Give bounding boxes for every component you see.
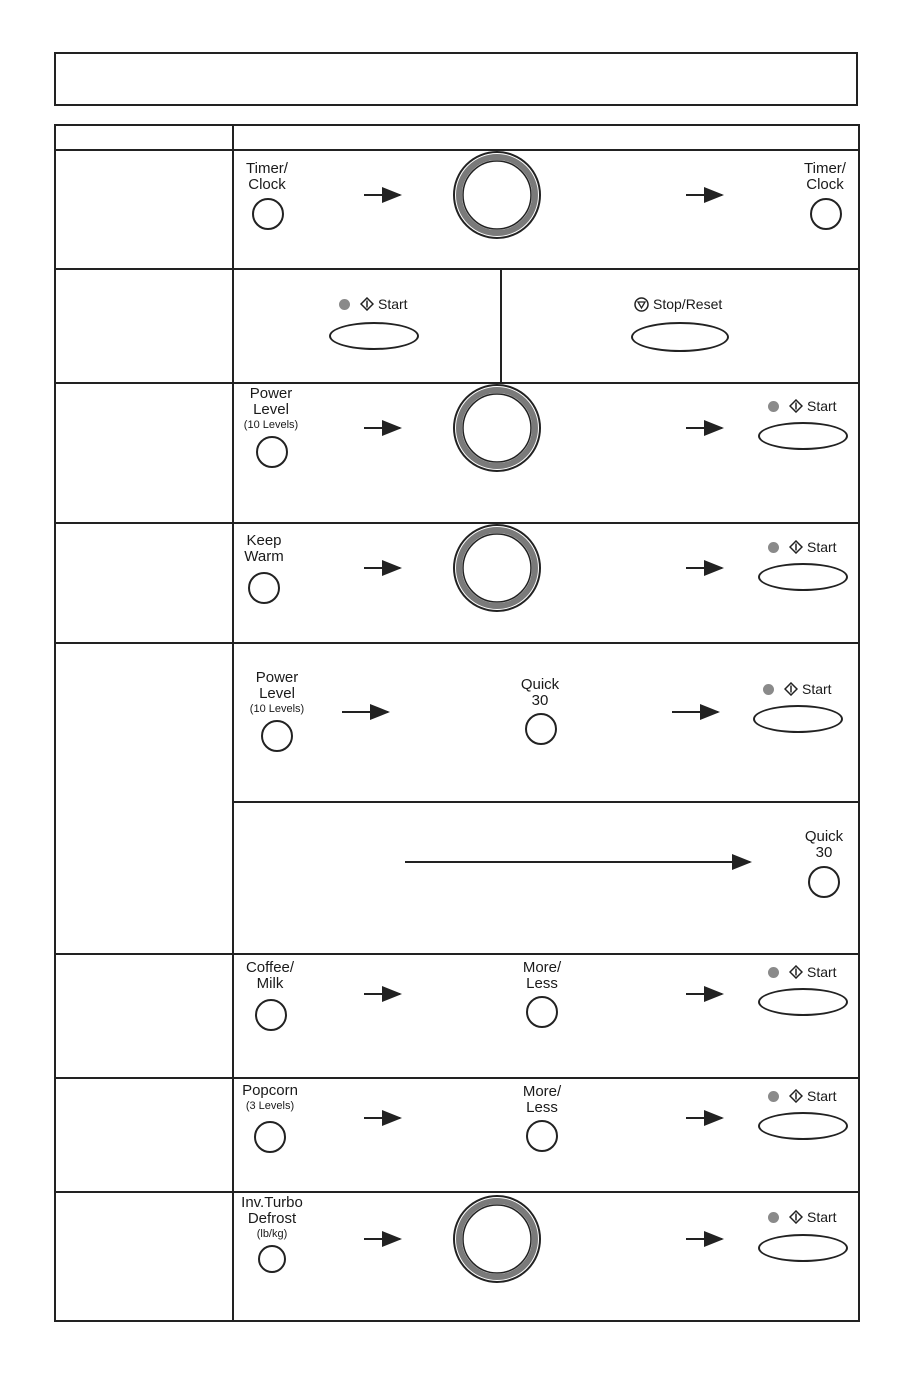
start-button[interactable]: [753, 705, 843, 733]
keep-warm-button[interactable]: [248, 572, 280, 604]
start-icon: [789, 1210, 803, 1224]
more-less-label: More/ Less: [522, 959, 562, 992]
timer-clock-button[interactable]: [252, 198, 284, 230]
keep-warm-label: Keep Warm: [244, 532, 284, 565]
quick-30-button[interactable]: [525, 713, 557, 745]
quick-30-button[interactable]: [808, 866, 840, 898]
power-level-label: Power Level (10 Levels): [243, 385, 299, 431]
power-level-label: Power Level (10 Levels): [249, 669, 305, 715]
indicator-light: [763, 684, 774, 695]
start-button[interactable]: [758, 422, 848, 450]
more-less-button[interactable]: [526, 1120, 558, 1152]
indicator-light: [339, 299, 350, 310]
stop-icon: [634, 297, 649, 312]
popcorn-button[interactable]: [254, 1121, 286, 1153]
quick-30-label: Quick 30: [804, 828, 844, 861]
indicator-light: [768, 1212, 779, 1223]
popcorn-label: Popcorn (3 Levels): [242, 1082, 298, 1112]
start-label: Start: [768, 539, 837, 555]
start-icon: [789, 399, 803, 413]
start-label: Start: [768, 964, 837, 980]
start-label: Start: [768, 1209, 837, 1225]
inv-turbo-defrost-button[interactable]: [258, 1245, 286, 1273]
start-label: Start: [763, 681, 832, 697]
stop-reset-label: Stop/Reset: [634, 296, 722, 312]
dial-knob[interactable]: [454, 152, 540, 238]
start-button[interactable]: [758, 563, 848, 591]
quick-30-label: Quick 30: [520, 676, 560, 709]
stop-reset-button[interactable]: [631, 322, 729, 352]
start-button[interactable]: [758, 1234, 848, 1262]
more-less-label: More/ Less: [522, 1083, 562, 1116]
dial-knob[interactable]: [454, 385, 540, 471]
start-button[interactable]: [758, 988, 848, 1016]
power-level-button[interactable]: [261, 720, 293, 752]
start-label: Start: [768, 1088, 837, 1104]
more-less-button[interactable]: [526, 996, 558, 1028]
indicator-light: [768, 1091, 779, 1102]
power-level-button[interactable]: [256, 436, 288, 468]
start-icon: [360, 297, 374, 311]
indicator-light: [768, 542, 779, 553]
indicator-light: [768, 967, 779, 978]
inv-turbo-defrost-label: Inv.Turbo Defrost (lb/kg): [241, 1194, 303, 1240]
timer-clock-label: Timer/ Clock: [246, 160, 288, 193]
timer-clock-label: Timer/ Clock: [804, 160, 846, 193]
coffee-milk-button[interactable]: [255, 999, 287, 1031]
start-icon: [784, 682, 798, 696]
start-icon: [789, 1089, 803, 1103]
start-icon: [789, 540, 803, 554]
dial-knob[interactable]: [454, 1196, 540, 1282]
timer-clock-button[interactable]: [810, 198, 842, 230]
start-button[interactable]: [329, 322, 419, 350]
start-icon: [789, 965, 803, 979]
indicator-light: [768, 401, 779, 412]
start-button[interactable]: [758, 1112, 848, 1140]
coffee-milk-label: Coffee/ Milk: [245, 959, 295, 992]
dial-knob[interactable]: [454, 525, 540, 611]
start-label: Start: [768, 398, 837, 414]
start-label: Start: [339, 296, 408, 312]
